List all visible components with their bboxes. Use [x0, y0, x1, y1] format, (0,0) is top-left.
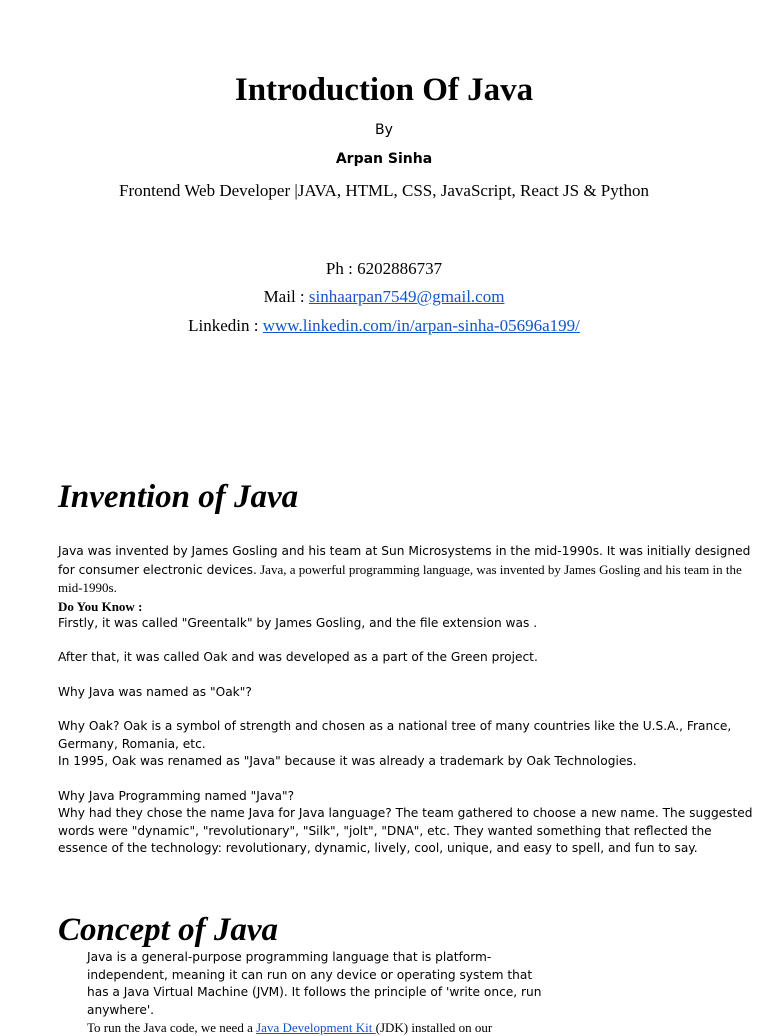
concept-section [87, 949, 557, 1036]
invention-section [58, 543, 758, 858]
invention-paragraph-4: Why Oak? Oak is a symbol of strength and chosen as a national tree of many countries like the U.S.A., France, Germany, Romania, etc. [58, 719, 732, 751]
invention-paragraph-2: After that, it was called Oak and was developed as a part of the Green project. [58, 650, 538, 664]
mail-line [0, 287, 768, 307]
mail-label: Mail : [263, 287, 309, 306]
do-you-know-label: Do You Know : [58, 598, 143, 614]
by-line: By [375, 122, 393, 138]
concept-paragraph-2 [87, 1019, 557, 1036]
invention-paragraph-6: Why Java Programming named "Java"? [58, 788, 295, 803]
invention-paragraph-7: Why had they chose the name Java for Java language? The team gathered to choose a new name. The suggested words were "dynamic", "revolutionary", "Silk", "jolt", "DNA", etc. They wanted something that reflected the essence of the technology: revolutionary, dynamic, lively, cool, unique, and easy to spell, and fun to say. [58, 806, 753, 855]
invention-intro [58, 543, 758, 598]
invention-paragraph-3: Why Java was named as "Oak"? [58, 684, 252, 699]
author-role: Frontend Web Developer |JAVA, HTML, CSS, JavaScript, React JS & Python [119, 181, 649, 200]
concept-p2-before: To run the Java code, we need a [87, 1020, 257, 1035]
author-name: Arpan Sinha [335, 151, 433, 167]
concept-p2-after: (JDK) installed on our [375, 1020, 493, 1035]
invention-intro-serif: Java, a powerful programming language, was invented by James Gosling and his team in the mid-1990s. [58, 561, 742, 595]
phone-number: 6202886737 [357, 259, 443, 278]
linkedin-label: Linkedin : [188, 316, 263, 335]
invention-intro-sans: Java was invented by James Gosling and his team at Sun Microsystems in the mid-1990s. It was initially designed for consumer electronic devices. [58, 544, 751, 577]
invention-paragraph-1: Firstly, it was called "Greentalk" by James Gosling, and the file extension was . [58, 615, 538, 630]
document-title: Introduction Of Java [234, 72, 534, 108]
email-link[interactable]: sinhaarpan7549@gmail.com [308, 287, 505, 306]
concept-heading: Concept of Java [58, 912, 278, 948]
invention-heading: Invention of Java [58, 479, 299, 515]
jdk-link[interactable]: Java Development Kit [256, 1020, 376, 1035]
linkedin-line [0, 316, 768, 336]
linkedin-link[interactable]: www.linkedin.com/in/arpan-sinha-05696a199/ [262, 316, 580, 335]
phone-line [0, 259, 768, 279]
phone-label: Ph : [325, 259, 358, 278]
concept-paragraph-1: Java is a general-purpose programming language that is platform-independent, meaning it can run on any device or operating system that has a Java Virtual Machine (JVM). It follows the principle of 'write once, run anywhere'. [87, 950, 542, 1017]
invention-paragraph-5: In 1995, Oak was renamed as "Java" because it was already a trademark by Oak Technologies. [58, 754, 637, 768]
